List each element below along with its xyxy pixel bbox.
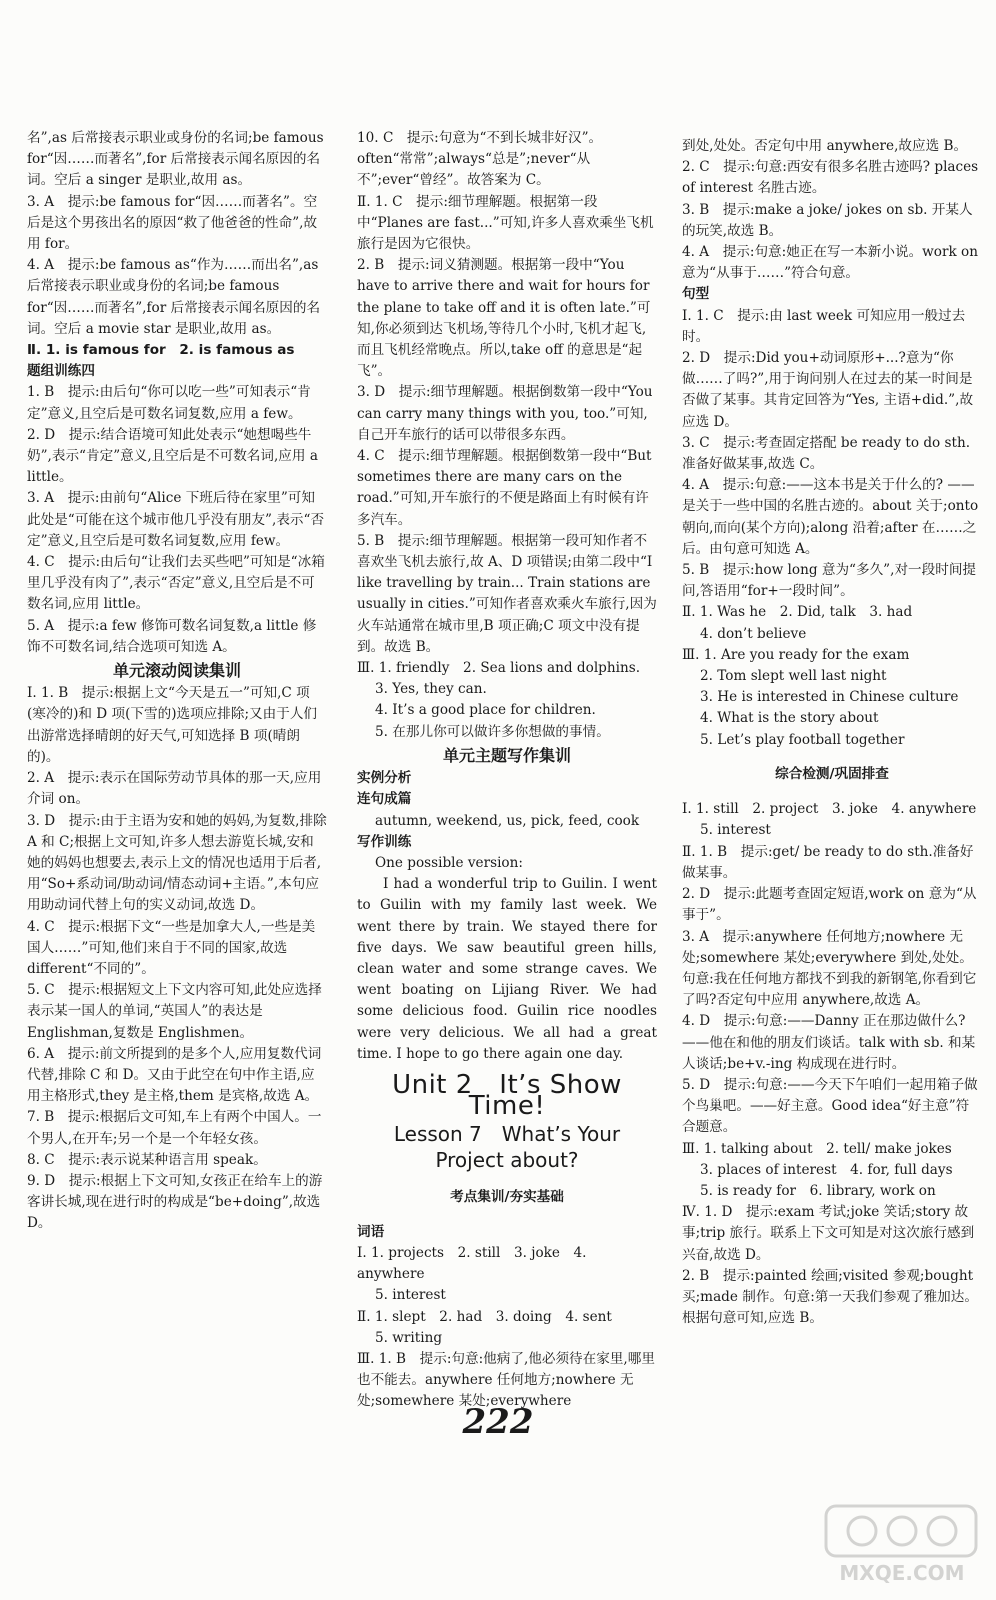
answer-item: Ⅲ. 1. Are you ready for the exam (682, 646, 910, 663)
answer-item: 5. is ready for 6. library, work on (700, 1182, 936, 1199)
answer-item: 5. A 提示:a few 修饰可数名词复数,a little 修饰不可数名词,结合选项可知选 A。 (27, 617, 317, 655)
answer-item: 10. C 提示:句意为“不到长城非好汉”。often“常常”;always“总是”;never“从不”;ever“曾经”。故答案为 C。 (357, 130, 603, 189)
answer-item: 3. A 提示:anywhere 任何地方;nowhere 无处;somewhere 某处;everywhere 到处,处处。句意:我在任何地方都找不到我的新钢笔,你看到它了吗?否定句中应用 anywhere,故选 A。 (682, 928, 977, 1009)
answer-item: Ⅱ. 1. is famous for 2. is famous as (27, 342, 295, 359)
answer-item: 4. C 提示:根据下文“一些是加拿大人,一些是美国人……”可知,他们来自于不同的国家,故选 different“不同的”。 (27, 918, 316, 977)
answer-item: 5. B 提示:细节理解题。根据第一段可知作者不喜欢坐飞机去旅行,故 A、D 项错误;由第二段中“I like travelling by train... Train stations are usually in cities.”可知作者喜欢乘火车旅行,因为火车站通常在城市里,B 项正确;C 项文中没有提到。故选 B。 (357, 532, 657, 655)
essay-intro: One possible version: (375, 854, 523, 871)
sub-heading: 句型 (682, 286, 710, 303)
answer-item: Ⅰ. 1. still 2. project 3. joke 4. anywhere (682, 801, 977, 818)
answer-item: 5. interest (700, 822, 771, 839)
answer-item: 2. Tom slept well last night (700, 668, 887, 685)
sub-heading: 词语 (357, 1223, 385, 1240)
answer-item: 3. B 提示:make a joke/ jokes on sb. 开某人的玩笑,故选 B。 (682, 201, 973, 239)
answer-item: 8. C 提示:表示说某种语言用 speak。 (27, 1151, 267, 1168)
answer-item: 4. C 提示:由后句“让我们去买些吧”可知是“冰箱里几乎没有肉了”,表示“否定”意义,且空后是不可数名词,应用 little。 (27, 554, 325, 613)
column-right (682, 136, 982, 1329)
answer-item: 6. A 提示:前文所提到的是多个人,应用复数代词代替,排除 C 和 D。又由于此空在句中作主语,应用主格形式,they 是主格,them 是宾格,故选 A。 (27, 1045, 322, 1105)
answer-item: 4. A 提示:句意:她正在写一本新小说。work on 意为“从事于……”符合句意。 (682, 244, 978, 282)
answer-item: 4. A 提示:句意:——这本书是关于什么的? ——是关于一些中国的名胜古迹的。about 关于;onto 朝向,而向(某个方向);along 沿着;after 在……之后。由句意可知选 A。 (682, 477, 979, 557)
answer-item: Ⅲ. 1. B 提示:句意:他病了,他必须待在家里,哪里也不能去。anywhere 任何地方;nowhere 无处;somewhere 某处;everywhere (357, 1350, 655, 1410)
answer-item: Ⅱ. 1. C 提示:细节理解题。根据第一段中“Planes are fast...”可知,许多人喜欢乘坐飞机旅行是因为它很快。 (357, 193, 654, 253)
answer-item: 5. 在那儿你可以做许多你想做的事情。 (375, 723, 610, 740)
unit-title: Unit 2 It’s Show Time! (392, 1069, 622, 1122)
answer-item: Ⅰ. 1. C 提示:由 last week 可知应用一般过去时。 (682, 307, 966, 345)
column-middle (357, 128, 657, 1413)
section-title: 考点集训/夯实基础 (450, 1188, 564, 1205)
section-title: 单元主题写作集训 (442, 745, 571, 765)
answer-item: 3. D 提示:由于主语为安和她的妈妈,为复数,排除 A 和 C;根据上文可知,许多人想去游览长城,安和她的妈妈也想要去,表示上文的情况也适用于后者,用“So+系动词/助动词/情态动词+主语。”,本句应用助动词代替上句的实义动词,故选 D。 (27, 812, 327, 914)
section-title: 综合检测/巩固排查 (775, 766, 889, 783)
answer-item: Ⅰ. 1. projects 2. still 3. joke 4. anywhere (357, 1244, 587, 1283)
answer-item: 4. What is the story about (700, 710, 879, 727)
answer-item: 3. C 提示:考查固定搭配 be ready to do sth.准备好做某事,故选 C。 (682, 434, 971, 473)
sub-heading: 实例分析 (357, 770, 412, 787)
answer-item: Ⅳ. 1. D 提示:exam 考试;joke 笑话;story 故事;trip 旅行。联系上下文可知是对这次旅行感到兴奋,故选 D。 (682, 1204, 975, 1263)
answer-item: 5. Let’s play football together (700, 731, 905, 748)
answer-item: 2. D 提示:结合语境可知此处表示“她想喝些牛奶”,表示“肯定”意义,且空后是不可数名词,应用 a little。 (27, 426, 318, 486)
answer-item: Ⅱ. 1. slept 2. had 3. doing 4. sent (357, 1308, 612, 1325)
answer-item: Ⅱ. 1. Was he 2. Did, talk 3. had (682, 604, 913, 621)
word-list: autumn, weekend, us, pick, feed, cook (375, 812, 640, 829)
answer-item: 5. writing (375, 1329, 443, 1346)
answer-item: 到处,处处。否定句中用 anywhere,故应选 B。 (682, 138, 968, 154)
column-left (27, 128, 327, 1235)
lesson-title: Lesson 7 What’s Your Project about? (393, 1122, 621, 1173)
answer-item: 2. D 提示:Did you+动词原形+...?意为“你做……了吗?”,用于询问别人在过去的某一时间是否做了某事。其肯定回答为“Yes, 主语+did.”,故应选 D。 (682, 350, 974, 430)
answer-item: 2. B 提示:painted 绘画;visited 参观;bought 买;made 制作。句意:第一天我们参观了雅加达。根据句意可知,应选 B。 (682, 1267, 978, 1327)
section-heading: 题组训练四 (27, 363, 95, 380)
answer-item: 2. B 提示:词义猜测题。根据第一段中“You have to arrive there and wait for hours for the plane to take off and it is often late.”可知,你必须到达飞机场,等待几个小时,飞机才起飞,而且飞机经常晚点。所以,take off 的意思是“起飞”。 (357, 257, 651, 380)
answer-item: 5. D 提示:句意:——今天下午咱们一起用箱子做个鸟巢吧。——好主意。Good idea“好主意”符合题意。 (682, 1076, 978, 1136)
answer-item: 5. interest (375, 1287, 446, 1304)
answer-item: Ⅲ. 1. friendly 2. Sea lions and dolphins. (357, 660, 641, 677)
answer-item: 9. D 提示:根据上下文可知,女孩正在给车上的游客讲长城,现在进行时的构成是“be+doing”,故选 D。 (27, 1172, 323, 1232)
answer-item: 名”,as 后常接表示职业或身份的名词;be famous for“因……而著名”,for 后常接表示闻名原因的名词。空后 a singer 是职业,故用 as。 (27, 130, 324, 189)
answer-item: 4. C 提示:细节理解题。根据倒数第一段中“But sometimes there are many cars on the road.”可知,开车旅行的不便是路面上有时候有许多汽车。 (357, 448, 652, 528)
answer-item: Ⅱ. 1. B 提示:get/ be ready to do sth.准备好做某事。 (682, 843, 974, 881)
answer-item: 3. A 提示:be famous for“因……而著名”。空后是这个男孩出名的原因“救了他爸爸的性命”,故用 for。 (27, 193, 318, 253)
answer-item: 4. D 提示:句意:——Danny 正在那边做什么? ——他在和他的朋友们谈话。talk with sb. 和某人谈话;be+v.-ing 构成现在进行时。 (682, 1013, 976, 1072)
answer-item: 4. A 提示:be famous as“作为……而出名”,as 后常接表示职业或身份的名词;be famous for“因……而著名”,for 后常接表示闻名原因的名词。空后 a movie star 是职业,故用 as。 (27, 257, 321, 337)
answer-item: 3. He is interested in Chinese culture (700, 689, 959, 706)
answer-item: 1. B 提示:由后句“你可以吃一些”可知表示“肯定”意义,且空后是可数名词复数,应用 a few。 (27, 384, 311, 422)
answer-item: 2. D 提示:此题考查固定短语,work on 意为“从事于”。 (682, 886, 977, 924)
answer-item: 2. C 提示:句意:西安有很多名胜古迹吗? places of interest 名胜古迹。 (682, 159, 979, 197)
section-title: 单元滚动阅读集训 (112, 661, 241, 681)
answer-item: Ⅲ. 1. talking about 2. tell/ make jokes (682, 1140, 952, 1157)
answer-item: 5. C 提示:根据短文上下文内容可知,此处应选择表示某一国人的单词,“英国人”的表达是 Englishman,复数是 Englishmen。 (27, 982, 322, 1041)
answer-item: Ⅰ. 1. B 提示:根据上文“今天是五一”可知,C 项(寒冷的)和 D 项(下雪的)选项应排除;又由于人们出游常选择晴朗的好天气,可知选择 B 项(晴朗的)。 (27, 685, 318, 765)
answer-item: 3. D 提示:细节理解题。根据倒数第一段中“You can carry many things with you, too.”可知,自己开车旅行的话可以带很多东西。 (357, 384, 653, 443)
answer-item: 3. A 提示:由前句“Alice 下班后待在家里”可知此处是“可能在这个城市他几乎没有朋友”,表示“否定”意义,且空后是可数名词复数,应用 few。 (27, 490, 325, 549)
answer-item: 2. A 提示:表示在国际劳动节具体的那一天,应用介词 on。 (27, 770, 322, 808)
essay-text: I had a wonderful trip to Guilin. I went to Guilin with my family last week. We went there by train. We stayed there for five days. We saw beautiful green hills, clean water and some strange caves. We went boating on Lijiang River. We had some delicious food. Guilin rice noodles were very delicious. We all had a great time. I hope to go there again one day. (357, 876, 657, 1062)
answer-item: 4. It’s a good place for children. (375, 702, 596, 719)
watermark-text: MXQE.COM (839, 1561, 965, 1585)
answer-item: 3. places of interest 4. for, full days (700, 1161, 953, 1178)
answer-item: 4. don’t believe (700, 625, 807, 642)
answer-item: 7. B 提示:根据后文可知,车上有两个中国人。一个男人,在开车;另一个是一个年轻女孩。 (27, 1109, 322, 1147)
answer-item: 3. Yes, they can. (375, 681, 487, 698)
answer-item: 5. B 提示:how long 意为“多久”,对一段时间提问,答语用“for+一段时间”。 (682, 562, 977, 600)
page-number: 222 (462, 1402, 534, 1442)
sub-heading: 写作训练 (357, 833, 412, 850)
watermark-logo (822, 1500, 982, 1590)
sub-heading: 连句成篇 (357, 791, 412, 808)
